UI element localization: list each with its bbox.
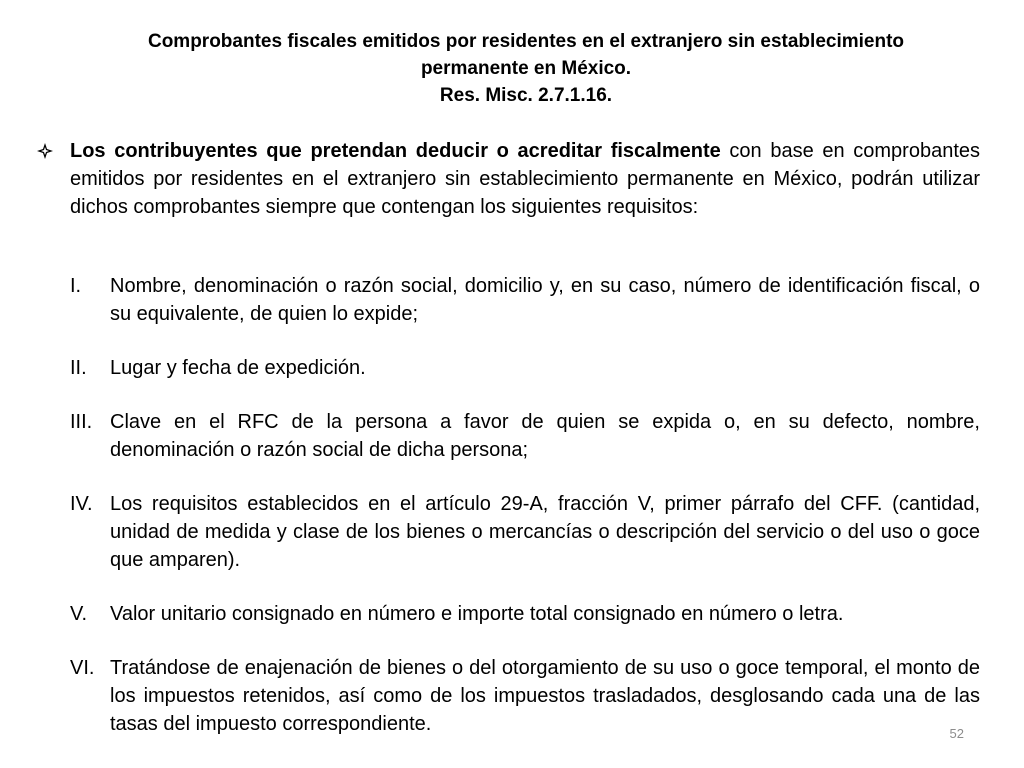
page-number: 52 <box>949 726 964 741</box>
item-number: IV. <box>70 493 93 515</box>
item-text: Tratándose de enajenación de bienes o del otorgamiento de su uso o goce temporal, el monto de los impuestos retenidos, así como de los impuestos trasladados, desglosando cada una de las tasas del impuesto correspondiente. <box>110 657 980 735</box>
item-number: V. <box>70 603 88 625</box>
title-line-2: permanente en México. <box>420 58 632 79</box>
diamond-bullet-icon <box>36 137 70 221</box>
item-number: II. <box>70 357 87 379</box>
list-item <box>70 490 980 574</box>
list-item <box>70 354 980 382</box>
list-item <box>70 408 980 464</box>
list-item <box>70 654 980 738</box>
item-number: III. <box>70 411 93 433</box>
item-text: Clave en el RFC de la persona a favor de quien se expida o, en su defecto, nombre, denominación o razón social de dicha persona; <box>110 411 980 461</box>
intro-bold-text: Los contribuyentes que pretendan deducir o acreditar fiscalmente <box>70 140 721 162</box>
list-item <box>70 600 980 628</box>
item-text: Valor unitario consignado en número e importe total consignado en número o letra. <box>110 603 844 625</box>
title-line-3: Res. Misc. 2.7.1.16. <box>439 85 613 106</box>
title-line-1: Comprobantes fiscales emitidos por residentes en el extranjero sin establecimiento <box>147 31 905 52</box>
intro-text <box>70 137 980 221</box>
requirements-list <box>70 272 980 764</box>
item-text: Lugar y fecha de expedición. <box>110 357 366 379</box>
intro-paragraph <box>36 137 980 221</box>
slide-title <box>60 28 992 109</box>
item-number: VI. <box>70 657 95 679</box>
intro-rest-text: con base en comprobantes emitidos por residentes en el extranjero sin establecimiento permanente en México, podrán utilizar dichos comprobantes siempre que contengan los siguientes requisitos: <box>70 140 981 218</box>
item-text: Los requisitos establecidos en el artículo 29-A, fracción V, primer párrafo del CFF. (cantidad, unidad de medida y clase de los bienes o mercancías o descripción del servicio o del uso o goce que amparen). <box>110 493 980 571</box>
list-item <box>70 272 980 328</box>
item-text: Nombre, denominación o razón social, domicilio y, en su caso, número de identificación fiscal, o su equivalente, de quien lo expide; <box>110 275 980 325</box>
item-number: I. <box>70 275 82 297</box>
